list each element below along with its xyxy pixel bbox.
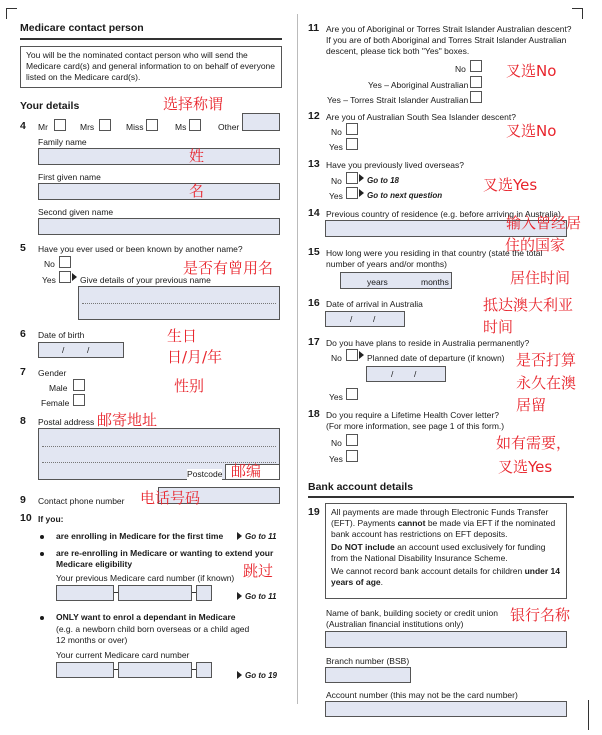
bank-info-p1a: All payments are made through Electronic Funds Transfer (EFT). Payments (331, 507, 549, 528)
current-card-part-1[interactable] (56, 662, 114, 678)
q5-no-checkbox[interactable] (59, 256, 71, 268)
q10-option-1: are enrolling in Medicare for the first time (56, 531, 224, 541)
q11-no-label: No (455, 64, 466, 74)
annotation-bank: 银行名称 (510, 606, 571, 624)
q10-goto-1: Go to 11 (245, 532, 277, 541)
bank-info-p3a: We cannot record bank account details for children (331, 566, 525, 576)
annotation-q16-1: 抵达澳大利亚 (483, 296, 574, 314)
q10-goto-3-arrow-icon (237, 671, 242, 679)
q5-question: Have you ever used or been known by another name? (38, 244, 243, 254)
annotation-q18-1: 如有需要， (496, 434, 572, 452)
q15-number: 15 (308, 246, 320, 258)
q17-number: 17 (308, 336, 320, 348)
title-other-label: Other (218, 122, 240, 132)
bank-section-rule (308, 496, 574, 498)
q9-number: 9 (20, 494, 26, 506)
q10-number: 10 (20, 512, 32, 524)
arrival-date-label: Date of arrival in Australia (326, 299, 423, 309)
title-miss-label: Miss (126, 122, 144, 132)
annotation-dob-2: 日/月/年 (167, 348, 223, 366)
postcode-label: Postcode (187, 469, 223, 479)
gender-female-label: Female (41, 398, 70, 408)
bank-info-p3 (331, 566, 561, 588)
page-bottom-rule (588, 700, 589, 730)
first-name-label: First given name (38, 172, 101, 182)
q10-option-3: ONLY want to enrol a dependant in Medicare (56, 612, 236, 622)
annotation-phone: 电话号码 (140, 489, 201, 507)
annotation-q14-1: 输入曾经居 (506, 214, 582, 232)
q12-no-label: No (331, 127, 342, 137)
q4-number: 4 (20, 120, 26, 132)
annotation-family-name: 姓 (189, 147, 205, 165)
title-mr-label: Mr (38, 122, 48, 132)
previous-name-divider (82, 303, 276, 304)
annotation-q14-2: 住的国家 (505, 236, 566, 254)
intro-text: You will be the nominated contact person who will send the Medicare card(s) and general information to on behalf of everyone listed on the Medicare card(s). (26, 50, 276, 82)
title-ms-label: Ms (175, 122, 187, 132)
annotation-q13: 叉选Yes (483, 176, 538, 194)
q18-number: 18 (308, 408, 320, 420)
your-details-heading: Your details (20, 100, 80, 112)
second-name-label: Second given name (38, 207, 114, 217)
arrival-sep-1: / (350, 314, 353, 324)
q11-number: 11 (308, 22, 320, 34)
bank-name-sublabel: (Australian financial institutions only) (326, 619, 464, 629)
arrival-sep-2: / (373, 314, 376, 324)
q15-question: How long were you residing in that country (state the total number of years and/or months) (326, 248, 543, 269)
title-miss-checkbox[interactable] (146, 119, 158, 131)
q18-no-checkbox[interactable] (346, 434, 358, 446)
annotation-postcode: 邮编 (231, 462, 262, 480)
bank-info-p3c: . (380, 577, 383, 587)
q10-bullet-2 (40, 552, 44, 556)
q17-arrow-icon (359, 351, 364, 359)
departure-date-label: Planned date of departure (if known) (367, 353, 505, 363)
q5-yes-label: Yes (42, 275, 56, 285)
prev-card-part-3[interactable] (196, 585, 212, 601)
q17-no-checkbox[interactable] (346, 349, 358, 361)
prev-card-part-1[interactable] (56, 585, 114, 601)
q5-arrow-icon (72, 273, 77, 281)
section-title: Medicare contact person (20, 22, 144, 34)
account-number-label: Account number (this may not be the card number) (326, 690, 518, 700)
q18-yes-label: Yes (329, 454, 343, 464)
bank-name-label: Name of bank, building society or credit union (326, 608, 498, 618)
first-name-field[interactable] (38, 183, 280, 200)
annotation-title: 选择称谓 (163, 95, 224, 113)
title-mr-checkbox[interactable] (54, 119, 66, 131)
annotation-q16-2: 时间 (483, 318, 514, 336)
q17-yes-checkbox[interactable] (346, 388, 358, 400)
q13-number: 13 (308, 158, 320, 170)
q10-bullet-3 (40, 616, 44, 620)
annotation-q11: 叉选No (506, 62, 557, 80)
q13-question: Have you previously lived overseas? (326, 160, 464, 170)
bank-info-p2a: Do NOT include (331, 542, 395, 552)
dob-field[interactable] (38, 342, 124, 358)
corner-mark-top-left (6, 8, 17, 19)
q18-note: (For more information, see page 1 of this form.) (326, 421, 505, 431)
annotation-q17-3: 居留 (516, 396, 547, 414)
q17-no-label: No (331, 353, 342, 363)
years-label: years (367, 277, 388, 287)
bank-info-p1 (331, 507, 561, 540)
q14-question: Previous country of residence (e.g. before arriving in Australia) (326, 209, 561, 219)
dob-sep-1: / (62, 345, 65, 355)
q10-current-card-label: Your current Medicare card number (56, 650, 190, 660)
postal-line-1 (42, 446, 276, 447)
q10-goto-3: Go to 19 (245, 671, 278, 680)
q11-yes-ab-checkbox[interactable] (470, 76, 482, 88)
q13-no-checkbox[interactable] (346, 172, 358, 184)
q7-number: 7 (20, 366, 26, 378)
section-rule (20, 38, 282, 40)
family-name-field[interactable] (38, 148, 280, 165)
annotation-postal: 邮寄地址 (97, 411, 158, 429)
q5-no-label: No (44, 259, 55, 269)
bank-section-title: Bank account details (308, 481, 414, 493)
q18-question: Do you require a Lifetime Health Cover letter? (326, 410, 499, 420)
q13-no-label: No (331, 176, 342, 186)
q16-number: 16 (308, 297, 320, 309)
bank-info-p2 (331, 542, 561, 564)
gender-label: Gender (38, 368, 67, 378)
annotation-q17-2: 永久在澳 (516, 374, 577, 392)
q13-no-arrow-icon (359, 174, 364, 182)
q17-question: Do you have plans to reside in Australia permanently? (326, 338, 530, 348)
q13-yes-arrow-icon (359, 189, 364, 197)
dob-sep-2: / (87, 345, 90, 355)
gender-female-checkbox[interactable] (73, 394, 85, 406)
column-divider (297, 14, 298, 704)
q12-yes-checkbox[interactable] (346, 138, 358, 150)
q13-yes-label: Yes (329, 191, 343, 201)
q8-number: 8 (20, 415, 26, 427)
annotation-gender: 性别 (174, 377, 205, 395)
phone-label: Contact phone number (38, 496, 125, 506)
departure-sep-2: / (414, 369, 417, 379)
bsb-field[interactable] (325, 667, 411, 683)
annotation-skip: 跳过 (243, 562, 274, 580)
q12-question: Are you of Australian South Sea Islander descent? (326, 112, 516, 122)
annotation-dob-1: 生日 (167, 327, 198, 345)
q12-number: 12 (308, 110, 320, 122)
q10-goto-2: Go to 11 (245, 592, 277, 601)
corner-mark-top-right (572, 8, 583, 19)
q18-no-label: No (331, 438, 342, 448)
title-mrs-label: Mrs (80, 122, 95, 132)
q11-no-checkbox[interactable] (470, 60, 482, 72)
q5-yes-checkbox[interactable] (59, 271, 71, 283)
q10-option-3-note: (e.g. a newborn child born overseas or a child aged 12 months or over) (56, 624, 250, 645)
q18-yes-checkbox[interactable] (346, 450, 358, 462)
q11-yes-ts-checkbox[interactable] (470, 91, 482, 103)
postal-address-label: Postal address (38, 417, 95, 427)
q13-no-goto: Go to 18 (367, 176, 400, 185)
annotation-q17-1: 是否打算 (516, 351, 577, 369)
q17-yes-label: Yes (329, 392, 343, 402)
arrival-date-field[interactable] (325, 311, 405, 327)
dob-label: Date of birth (38, 330, 85, 340)
title-mrs-checkbox[interactable] (99, 119, 111, 131)
q6-number: 6 (20, 328, 26, 340)
q13-yes-goto: Go to next question (367, 191, 443, 200)
q5-number: 5 (20, 242, 26, 254)
bank-info-p3b: under 14 years of age (331, 566, 560, 587)
intro-box (20, 46, 282, 88)
q19-number: 19 (308, 506, 320, 518)
bank-info-p1c: be made via EFT if the nominated bank account has restrictions on EFT deposits. (331, 518, 556, 539)
q12-no-checkbox[interactable] (346, 123, 358, 135)
q14-number: 14 (308, 207, 320, 219)
family-name-label: Family name (38, 137, 87, 147)
annotation-given-name: 名 (189, 182, 205, 200)
months-label: months (421, 277, 449, 287)
q11-yes-ab-label: Yes – Aboriginal Australian (368, 80, 469, 90)
departure-date-field[interactable] (366, 366, 446, 382)
prev-card-part-2[interactable] (118, 585, 192, 601)
bank-info-p1b: cannot (397, 518, 426, 528)
annotation-other-name: 是否有曾用名 (183, 259, 274, 277)
title-other-field[interactable] (242, 113, 280, 131)
bank-info-box (325, 503, 567, 599)
q13-yes-checkbox[interactable] (346, 187, 358, 199)
annotation-q15: 居住时间 (510, 269, 571, 287)
bsb-label: Branch number (BSB) (326, 656, 410, 666)
gender-male-label: Male (49, 383, 68, 393)
current-card-part-2[interactable] (118, 662, 192, 678)
q10-prev-card-label: Your previous Medicare card number (if known) (56, 573, 235, 583)
q10-bullet-1 (40, 535, 44, 539)
annotation-q18-2: 叉选Yes (498, 458, 553, 476)
q10-goto-2-arrow-icon (237, 592, 242, 600)
second-name-field[interactable] (38, 218, 280, 235)
q10-label: If you: (38, 514, 64, 524)
bank-name-field[interactable] (325, 631, 567, 648)
q11-yes-ts-label: Yes – Torres Strait Islander Australian (327, 95, 469, 105)
bank-info-p2b: an account used exclusively for funding from the National Disability Insurance Scheme. (331, 542, 546, 563)
current-card-part-3[interactable] (196, 662, 212, 678)
q10-goto-1-arrow-icon (237, 532, 242, 540)
q10-option-2: are re-enrolling in Medicare or wanting to extend your Medicare eligibility (56, 548, 274, 569)
q5-details-label: Give details of your previous name (80, 275, 211, 285)
title-ms-checkbox[interactable] (189, 119, 201, 131)
departure-sep-1: / (391, 369, 394, 379)
q12-yes-label: Yes (329, 142, 343, 152)
gender-male-checkbox[interactable] (73, 379, 85, 391)
q11-question: Are you of Aboriginal or Torres Strait Islander Australian descent? If you are of both Aboriginal and Torres Strait Islander Australian descent, please tick both "Yes" boxes. (326, 24, 572, 56)
account-number-field[interactable] (325, 701, 567, 717)
annotation-q12: 叉选No (506, 122, 557, 140)
